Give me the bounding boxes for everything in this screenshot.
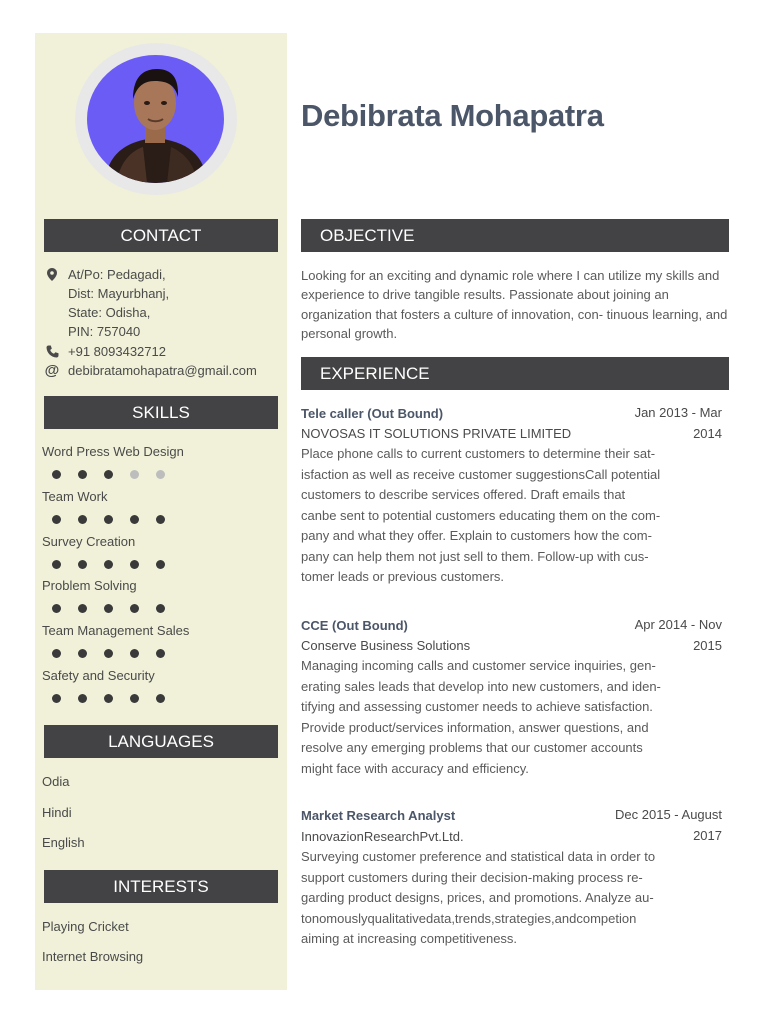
- skill-name: Problem Solving: [42, 578, 137, 594]
- skills-heading: SKILLS: [44, 396, 278, 429]
- phone-text[interactable]: +91 8093432712: [68, 344, 166, 359]
- location-pin-icon: [44, 265, 60, 284]
- experience-heading: EXPERIENCE: [301, 357, 729, 390]
- job-company: Conserve Business Solutions: [301, 638, 471, 653]
- skill-name: Survey Creation: [42, 533, 136, 549]
- rating-dot-filled: [78, 515, 87, 524]
- rating-dot-filled: [104, 515, 113, 524]
- job-dates: Dec 2015 - August 2017: [615, 807, 722, 843]
- rating-dot-filled: [52, 649, 61, 658]
- rating-dot-filled: [52, 515, 61, 524]
- skill-name: Team Management Sales: [42, 623, 190, 639]
- rating-dot-filled: [104, 560, 113, 569]
- rating-dot-filled: [104, 649, 113, 658]
- email-text[interactable]: debibratamohapatra@gmail.com: [68, 363, 257, 378]
- job-title: Tele caller (Out Bound): [301, 406, 444, 421]
- language-item: Hindi: [42, 805, 72, 820]
- rating-dot-filled: [78, 604, 87, 613]
- rating-dot-filled: [78, 470, 87, 479]
- rating-dot-filled: [78, 560, 87, 569]
- job-description: Surveying customer preference and statistical data in order to support customers during their decision-making process re- garding product designs, prices, and promotions. Analyze au- tonomouslyqualitativedata,trends,strategies,andcompetion aiming at increasing competitiveness.: [301, 849, 656, 946]
- rating-dot-filled: [104, 694, 113, 703]
- rating-dot-filled: [130, 515, 139, 524]
- skill-rating: [52, 649, 165, 658]
- job-description: Managing incoming calls and customer service inquiries, gen- erating sales leads that develop into new customers, and iden- tifying and assessing customer needs to achieve satisfaction. Provide product/services information, answer questions, and resolve any emerging problems that our customer accounts might face with accuracy and efficiency.: [301, 658, 661, 776]
- skill-rating: [52, 604, 165, 613]
- phone-icon: [44, 342, 60, 361]
- skill-rating: [52, 694, 165, 703]
- interests-heading: INTERESTS: [44, 870, 278, 903]
- rating-dot-filled: [78, 649, 87, 658]
- interest-item: Playing Cricket: [42, 919, 129, 934]
- job-title: Market Research Analyst: [301, 808, 456, 823]
- skill-name: Word Press Web Design: [42, 444, 184, 459]
- rating-dot-filled: [52, 694, 61, 703]
- skill-name: Team Work: [42, 488, 108, 504]
- interest-item: Internet Browsing: [42, 949, 144, 964]
- rating-dot-filled: [52, 470, 61, 479]
- rating-dot-filled: [130, 694, 139, 703]
- rating-dot-filled: [130, 604, 139, 613]
- rating-dot-filled: [130, 560, 139, 569]
- rating-dot-filled: [104, 604, 113, 613]
- language-item: English: [42, 835, 85, 850]
- rating-dot-filled: [52, 604, 61, 613]
- rating-dot-filled: [78, 694, 87, 703]
- language-item: Odia: [42, 774, 70, 789]
- skill-name: Safety and Security: [42, 668, 155, 683]
- contact-heading: CONTACT: [44, 219, 278, 252]
- languages-heading: LANGUAGES: [44, 725, 278, 758]
- rating-dot-filled: [156, 604, 165, 613]
- rating-dot-empty: [156, 470, 165, 479]
- profile-photo-icon: [87, 55, 224, 183]
- rating-dot-filled: [156, 515, 165, 524]
- skill-rating: [52, 470, 165, 479]
- rating-dot-filled: [104, 470, 113, 479]
- job-dates: Apr 2014 - Nov 2015: [634, 617, 722, 653]
- rating-dot-filled: [156, 649, 165, 658]
- job-description: Place phone calls to current customers to determine their sat- isfaction as well as receive customer suggestionsCall potential customers to describe services offered. Draft emails that canbe sent to potential customers educating them on the com- pany and what they offer. Explain to customers how the com- pany can help them not just sell to them. Follow-up with cus- tomer leads or previous customers.: [301, 446, 661, 584]
- job-dates: Jan 2013 - Mar 2014: [634, 405, 722, 441]
- candidate-name: Debibrata Mohapatra: [301, 98, 604, 133]
- objective-text: Looking for an exciting and dynamic role where I can utilize my skills and experience to drive tangible results. Passionate about joining an organization that fosters a culture of innovation, con- tinuous learning, and personal growth.: [301, 268, 728, 341]
- rating-dot-filled: [52, 560, 61, 569]
- rating-dot-filled: [156, 560, 165, 569]
- rating-dot-filled: [156, 694, 165, 703]
- job-company: InnovazionResearchPvt.Ltd.: [301, 829, 464, 844]
- avatar: [87, 55, 224, 183]
- skill-rating: [52, 515, 165, 524]
- rating-dot-filled: [130, 649, 139, 658]
- objective-heading: OBJECTIVE: [301, 219, 729, 252]
- at-sign-icon: @: [44, 362, 60, 379]
- skill-rating: [52, 560, 165, 569]
- rating-dot-empty: [130, 470, 139, 479]
- address-text: At/Po: Pedagadi, Dist: Mayurbhanj, State: Odisha, PIN: 757040: [68, 267, 170, 339]
- job-company: NOVOSAS IT SOLUTIONS PRIVATE LIMITED: [301, 426, 572, 441]
- job-title: CCE (Out Bound): [301, 618, 408, 633]
